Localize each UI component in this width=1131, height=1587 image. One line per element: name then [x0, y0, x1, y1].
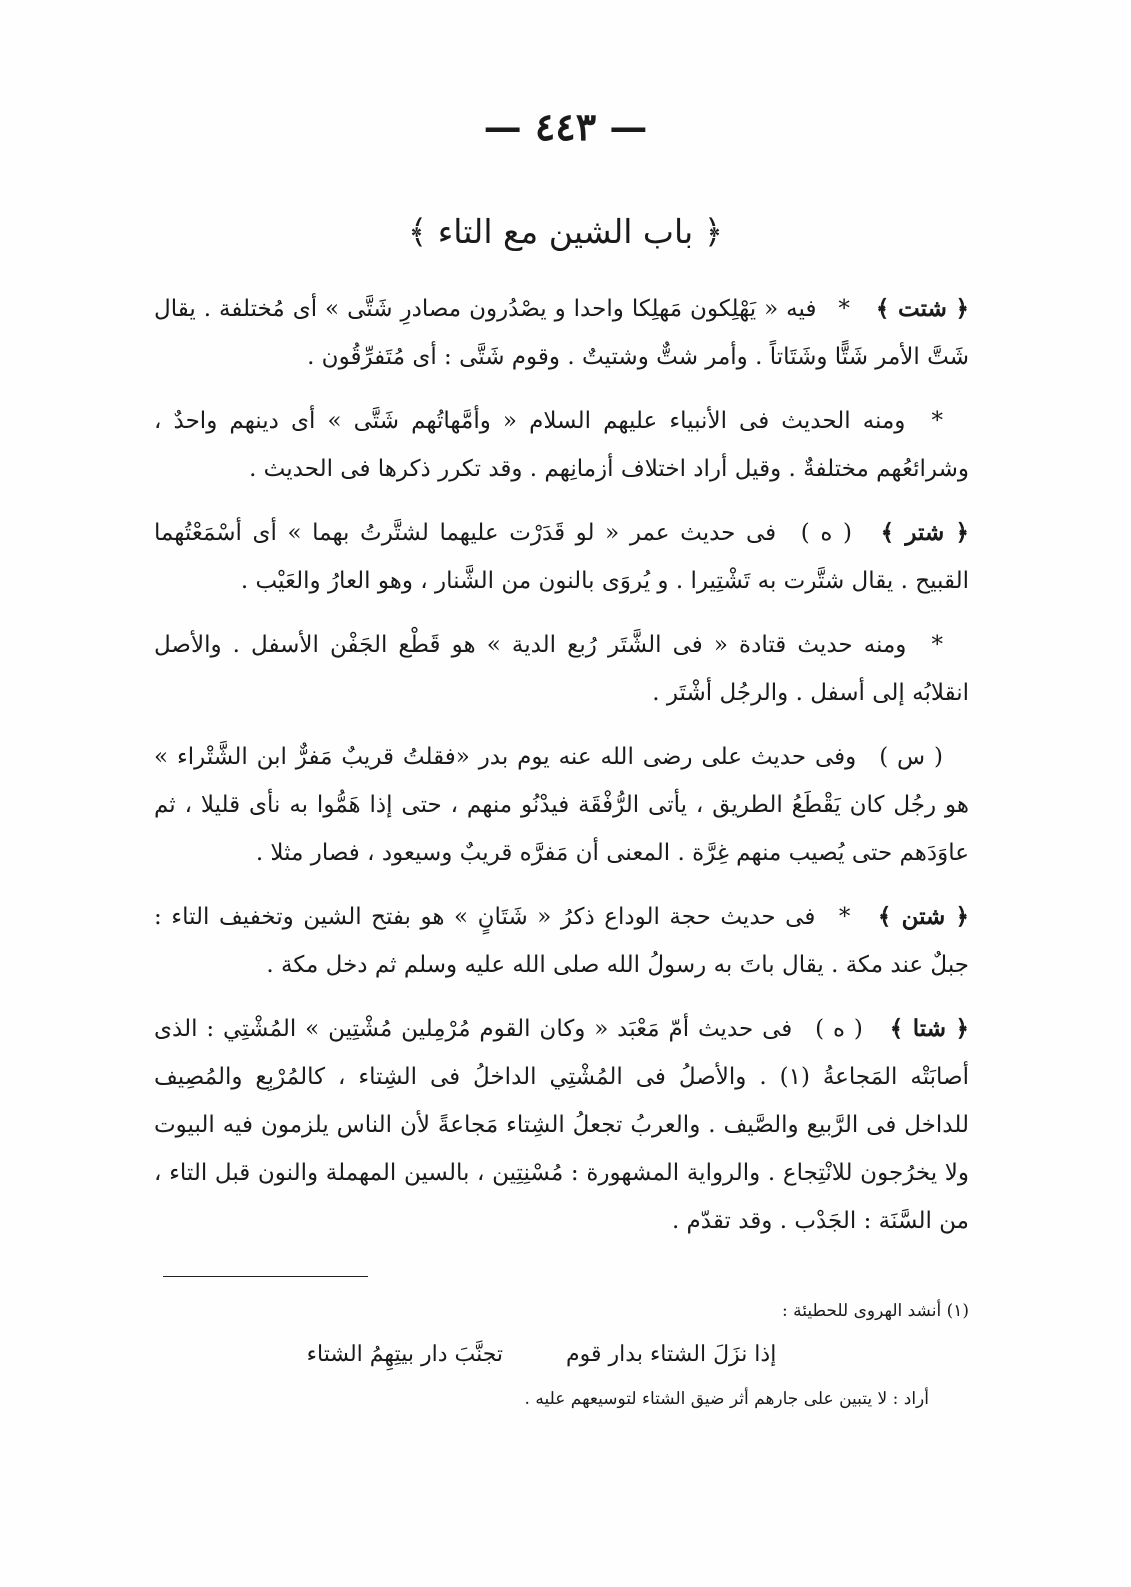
verse-second-hemistich: تجنَّبَ دار بيتِهِمُ الشتاء [306, 1342, 504, 1367]
footnote-divider [163, 1276, 368, 1277]
entry-heading: ﴿ شتت ﴾ [875, 295, 970, 322]
footnote-explanation: أراد : لا يتبين على جارهم أثر ضيق الشتاء لتوسيعهم عليه . [524, 1389, 929, 1409]
entry-text: ومنه الحديث فى الأنبياء عليهم السلام « وأمَّهاتُهم شَتَّى » أى دينهم واحدٌ ، وشرائعُهم مختلفةٌ . وقيل أراد اختلاف أزمانِهم . وقد تكرر ذكرها فى الحديث . [154, 408, 969, 482]
entry-marker: * [931, 632, 943, 658]
entry-text: ومنه حديث قتادة « فى الشَّتَر رُبع الدية » هو قَطْع الجَفْن الأسفل . والأصل انقلابُه إلى أسفل . والرجُل أشْتَر . [154, 632, 969, 706]
entry-heading: ﴿ شتن ﴾ [877, 903, 969, 930]
entry-text: فيه « يَهْلِكون مَهلِكا واحدا و يصْدُرون مصادرِ شَتَّى » أى مُختلفة . يقال شَتَّ الأمر شَتًّا وشَتَاتاً . وأمر شتٌّ وشتيتٌ . وقوم شَتَّى : أى مُتَفرِّقُون . [154, 296, 969, 370]
verse-first-hemistich: إذا نزَلَ الشتاء بدار قوم [566, 1342, 777, 1367]
entry-shatt-hadith [154, 397, 969, 493]
entry-marker: ( ه ) [800, 520, 852, 546]
main-text [154, 285, 969, 1261]
footnote-intro: (١) أنشد الهروى للحطيئة : [781, 1301, 969, 1321]
entry-marker: ( س ) [879, 744, 943, 770]
entry-text: فى حديث حجة الوداع ذكرُ « شَتَانٍ » هو بفتح الشين وتخفيف التاء : جبلٌ عند مكة . يقال باتَ به رسولُ الله صلى الله عليه وسلم ثم دخل مكة . [154, 904, 969, 978]
entry-shatan [154, 893, 969, 989]
entry-marker: * [931, 408, 943, 434]
footnote-verse [154, 1340, 969, 1370]
chapter-title: ﴿ باب الشين مع التاء ﴾ [407, 212, 724, 251]
entry-text: فى حديث عمر « لو قَدَرْت عليهما لشتَّرتُ بهما » أى أسْمَعْتُهما القبيح . يقال شتَّرت به تَشْتِيرا . و يُروَى بالنون من الشَّنار ، وهو العارُ والعَيْب . [154, 520, 969, 594]
entry-marker: ( ه ) [815, 1016, 863, 1042]
entry-shatar-ali [154, 733, 969, 877]
entry-shatt [154, 285, 969, 381]
entry-marker: * [838, 296, 850, 322]
entry-heading: ﴿ شتا ﴾ [889, 1015, 970, 1042]
entry-shatar-qatada [154, 621, 969, 717]
entry-text: وفى حديث على رضى الله عنه يوم بدر «فقلتُ قريبٌ مَفرٌّ ابن الشَّتْراء » هو رجُل كان يَقْطَعُ الطريق ، يأتى الرُّفْقَة فيدْنُو منهم ، حتى إذا هَمُّوا به نأى قليلا ، ثم عاوَدَهم حتى يُصيب منهم غِرَّة . المعنى أن مَفرَّه قريبٌ وسيعود ، فصار مثلا . [154, 744, 969, 866]
entry-shata [154, 1005, 969, 1245]
page-number: — ٤٤٣ — [483, 104, 648, 149]
entry-marker: * [838, 904, 851, 930]
entry-text: فى حديث أمّ مَعْبَد « وكان القوم مُرْمِلين مُشْتِين » المُشْتِي : الذى أصابَتْه المَجاعةُ (١) . والأصلُ فى المُشْتِي الداخلُ فى الشِتاء ، كالمُرْبِع والمُصِيف للداخل فى الرَّبيع والصَّيف . والعربُ تجعلُ الشِتاء مَجاعةً لأن الناس يلزمون فيه البيوت ولا يخرُجون للانْتِجاع . والرواية المشهورة : مُسْنِتِين ، بالسين المهملة والنون قبل التاء ، من السَّنَة : الجَدْب . وقد تقدّم . [154, 1016, 969, 1234]
entry-shatar [154, 509, 969, 605]
entry-heading: ﴿ شتر ﴾ [880, 519, 970, 546]
footnote [154, 1296, 969, 1414]
